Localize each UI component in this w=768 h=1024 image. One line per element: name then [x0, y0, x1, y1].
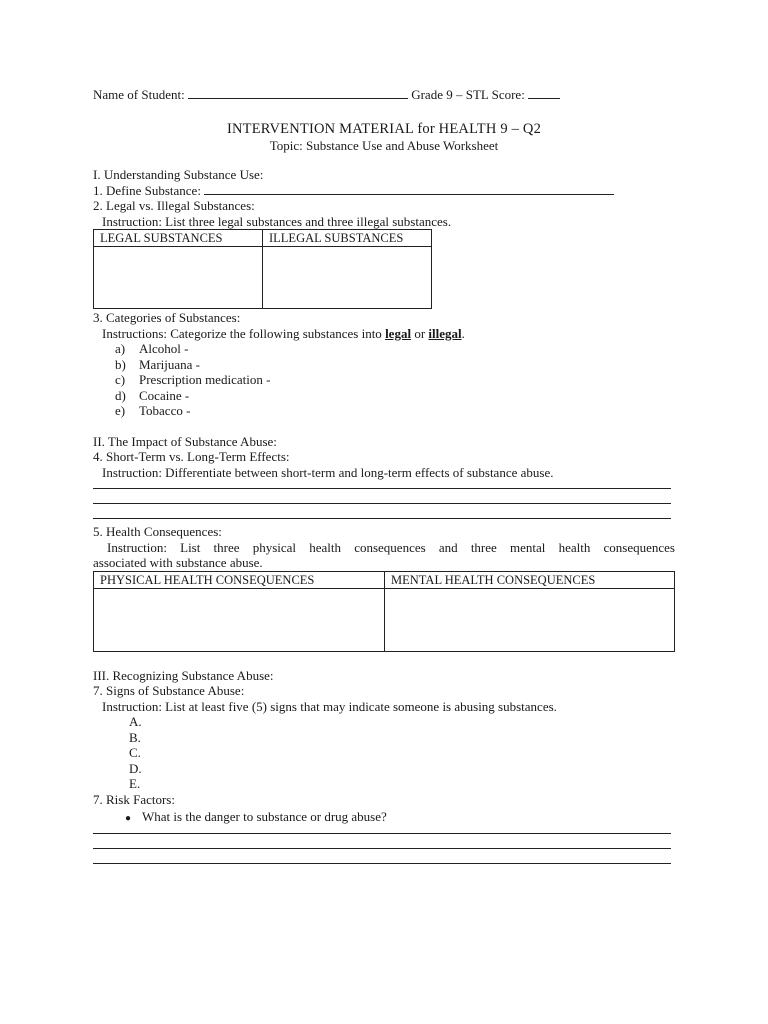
- q3-label: 3. Categories of Substances:: [93, 310, 241, 325]
- list-item: E.: [129, 776, 141, 791]
- risk-factors-label: 7. Risk Factors:: [93, 791, 175, 807]
- risk-question: [93, 809, 675, 827]
- q7-instruction: Instruction: List at least five (5) signs that may indicate someone is abusing substances.: [102, 698, 557, 714]
- section1-heading: I. Understanding Substance Use:: [93, 167, 264, 182]
- q3-instruction: [93, 326, 675, 342]
- q4-instruction: Instruction: Differentiate between short-term and long-term effects of substance abuse.: [102, 464, 554, 480]
- illegal-substances-cell[interactable]: [263, 247, 432, 309]
- answer-line[interactable]: [93, 834, 671, 849]
- legal-substances-header: LEGAL SUBSTANCES: [94, 230, 263, 247]
- name-blank[interactable]: [188, 87, 408, 99]
- bullet-icon: ●: [124, 813, 132, 824]
- list-item: A.: [129, 714, 142, 729]
- list-item: c) Prescription medication -: [115, 372, 271, 387]
- section3-heading: III. Recognizing Substance Abuse:: [93, 667, 274, 683]
- list-item: d) Cocaine -: [115, 387, 190, 403]
- q5-instruction-line2: associated with substance abuse.: [93, 555, 263, 570]
- physical-consequences-header: PHYSICAL HEALTH CONSEQUENCES: [94, 571, 385, 588]
- list-item: C.: [129, 745, 141, 760]
- section2-heading: II. The Impact of Substance Abuse:: [93, 433, 277, 449]
- q1-line: [93, 183, 675, 199]
- list-item: D.: [129, 760, 142, 776]
- list-item: b) Marijuana -: [115, 356, 201, 372]
- q3-period: .: [461, 325, 465, 341]
- legal-emphasis: legal: [385, 325, 412, 341]
- q2-label: 2. Legal vs. Illegal Substances:: [93, 198, 255, 213]
- illegal-emphasis: illegal: [428, 325, 462, 341]
- q3-instruction-text: Instructions: Categorize the following substances into: [102, 325, 382, 341]
- answer-line[interactable]: [93, 827, 671, 834]
- mental-consequences-header: MENTAL HEALTH CONSEQUENCES: [385, 571, 675, 588]
- define-substance-blank[interactable]: [204, 183, 614, 195]
- list-item: e) Tobacco -: [115, 403, 191, 418]
- health-consequences-table: [93, 571, 675, 652]
- q7-label: 7. Signs of Substance Abuse:: [93, 683, 245, 698]
- q1-label: 1. Define Substance:: [93, 182, 201, 198]
- q5-instruction-line1: Instruction: List three physical health consequences and three mental health consequences: [107, 539, 675, 555]
- worksheet-page: [93, 87, 675, 864]
- legal-illegal-table: [93, 229, 432, 309]
- answer-line[interactable]: [93, 849, 671, 864]
- substance-list: [93, 341, 675, 419]
- name-label: Name of Student:: [93, 87, 185, 102]
- illegal-substances-header: ILLEGAL SUBSTANCES: [263, 230, 432, 247]
- answer-line[interactable]: [93, 480, 671, 489]
- mental-consequences-cell[interactable]: [385, 588, 675, 651]
- grade-score-label: Grade 9 – STL Score:: [411, 87, 525, 102]
- score-blank[interactable]: [528, 87, 560, 99]
- signs-list: [93, 714, 675, 792]
- risk-question-text: What is the danger to substance or drug abuse?: [142, 809, 387, 824]
- list-item: a) Alcohol -: [115, 341, 189, 356]
- q4-label: 4. Short-Term vs. Long-Term Effects:: [93, 449, 290, 464]
- physical-consequences-cell[interactable]: [94, 588, 385, 651]
- student-header: [93, 87, 675, 103]
- topic-line: Topic: Substance Use and Abuse Worksheet: [269, 137, 499, 153]
- answer-line[interactable]: [93, 504, 671, 519]
- page-title: INTERVENTION MATERIAL for HEALTH 9 – Q2: [226, 120, 542, 137]
- q2-instruction: Instruction: List three legal substances and three illegal substances.: [102, 213, 452, 229]
- q5-label: 5. Health Consequences:: [93, 524, 222, 539]
- or-word: or: [414, 325, 426, 341]
- answer-line[interactable]: [93, 489, 671, 504]
- list-item: B.: [129, 729, 141, 745]
- legal-substances-cell[interactable]: [94, 247, 263, 309]
